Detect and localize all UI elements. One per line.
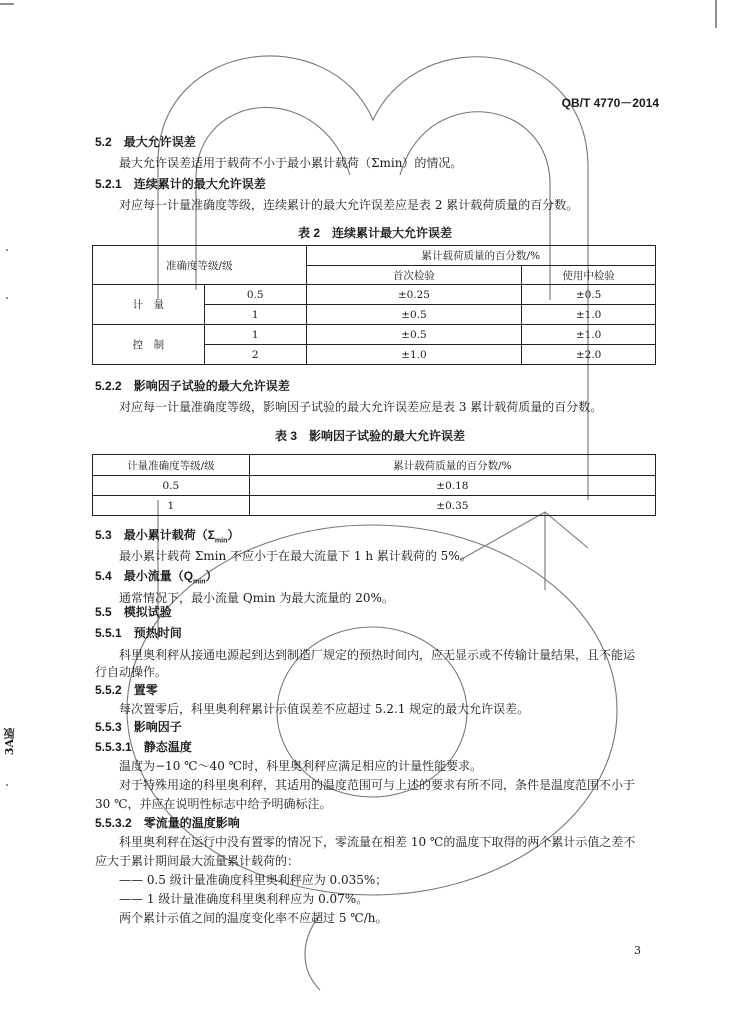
heading-5-5-1: 5.5.1 预热时间	[95, 626, 182, 640]
para-5-2-2: 对应每一计量准确度等级，影响因子试验的最大允许误差应是表 3 累计载荷质量的百分数。	[119, 400, 603, 414]
list-item-grade-1: —— 1 级计量准确度科里奥利秤应为 0.07%。	[119, 892, 369, 906]
para-5-5-3-1-line2: 对于特殊用途的科里奥利秤，其适用的温度范围可与上述的要求有所不同，条件是温度范围不小于	[119, 778, 636, 792]
table2	[92, 245, 656, 365]
table2-group-metering: 计 量	[93, 285, 205, 325]
table3-value: ±0.35	[249, 496, 655, 516]
table2-first: ±0.5	[306, 325, 522, 345]
table3-grade: 0.5	[93, 476, 250, 496]
standard-number: QB/T 4770－2014	[561, 96, 659, 110]
para-5-4: 通常情况下，最小流量 Qmin 为最大流量的 20%。	[119, 591, 394, 605]
table2-grade: 0.5	[204, 285, 306, 305]
table2-first: ±1.0	[306, 345, 522, 365]
table2-grade: 1	[204, 325, 306, 345]
table3	[92, 454, 656, 516]
para-5-5-1-line2: 行自动操作。	[95, 665, 168, 679]
para-5-3: 最小累计载荷 Σmin 不应小于在最大流量下 1 h 累计载荷的 5%。	[119, 549, 472, 563]
para-5-5-3-1-line1: 温度为−10 ℃～40 ℃时，科里奥利秤应满足相应的计量性能要求。	[119, 759, 483, 773]
table2-head-inuse: 使用中检验	[522, 266, 656, 285]
heading-5-5-3-1: 5.5.3.1 静态温度	[95, 740, 192, 754]
table2-head-first: 首次检验	[306, 266, 522, 285]
table2-inuse: ±1.0	[522, 305, 656, 325]
para-5-2: 最大允许误差适用于载荷不小于最小累计载荷（Σmin）的情况。	[119, 156, 463, 170]
para-5-5-3-2-line2: 应大于累计期间最大流量累计载荷的：	[95, 854, 300, 868]
heading-5-2: 5.2 最大允许误差	[95, 135, 196, 149]
table3-value: ±0.18	[249, 476, 655, 496]
heading-5-5-3-2: 5.5.3.2 零流量的温度影响	[95, 816, 240, 830]
heading-5-3: 5.3 最小累计载荷$(\Sigma_{min})$	[95, 528, 240, 545]
list-item-grade-0-5: —— 0.5 级计量准确度科里奥利秤应为 0.035%；	[119, 873, 388, 887]
table2-inuse: ±2.0	[522, 345, 656, 365]
para-5-5-2: 每次置零后，科里奥利秤累计示值误差不应超过 5.2.1 规定的最大允许误差。	[119, 702, 530, 716]
heading-5-5-3: 5.5.3 影响因子	[95, 720, 182, 734]
para-5-5-3-1-line3: 30 ℃，并应在说明性标志中给予明确标注。	[95, 797, 332, 811]
heading-5-2-2: 5.2.2 影响因子试验的最大允许误差	[95, 379, 290, 393]
heading-5-2-1: 5.2.1 连续累计的最大允许误差	[95, 177, 266, 191]
table2-head-grade: 准确度等级/级	[93, 246, 307, 285]
table2-grade: 1	[204, 305, 306, 325]
table2-first: ±0.25	[306, 285, 522, 305]
heading-5-5-2: 5.5.2 置零	[95, 683, 158, 697]
page-number: 3	[634, 944, 641, 957]
table2-inuse: ±1.0	[522, 325, 656, 345]
table2-inuse: ±0.5	[522, 285, 656, 305]
table3-head-grade: 计量准确度等级/级	[93, 455, 250, 476]
table3-caption: 表 3 影响因子试验的最大允许误差	[275, 429, 466, 443]
table2-group-control: 控 制	[93, 325, 205, 365]
para-5-5-3-2-line1: 科里奥利秤在运行中没有置零的情况下，零流量在相差 10 ℃的温度下取得的两个累计示值之差不	[119, 835, 636, 849]
table3-grade: 1	[93, 496, 250, 516]
side-mark: 3A版	[3, 728, 16, 756]
table3-head-pct: 累计载荷质量的百分数/%	[249, 455, 655, 476]
para-5-5-3-2-line3: 两个累计示值之间的温度变化率不应超过 5 ℃/h。	[119, 911, 388, 925]
table2-grade: 2	[204, 345, 306, 365]
heading-5-4: 5.4 最小流量$(Q_{min})$	[95, 569, 218, 586]
heading-5-5: 5.5 模拟试验	[95, 605, 172, 619]
table2-caption: 表 2 连续累计最大允许误差	[298, 226, 453, 240]
table2-first: ±0.5	[306, 305, 522, 325]
para-5-5-1-line1: 科里奥利秤从接通电源起到达到制造厂规定的预热时间内，应无显示或不传输计量结果，且不能运	[119, 648, 636, 662]
para-5-2-1: 对应每一计量准确度等级，连续累计的最大允许误差应是表 2 累计载荷质量的百分数。	[119, 198, 579, 212]
table2-head-group: 累计载荷质量的百分数/%	[306, 246, 655, 266]
